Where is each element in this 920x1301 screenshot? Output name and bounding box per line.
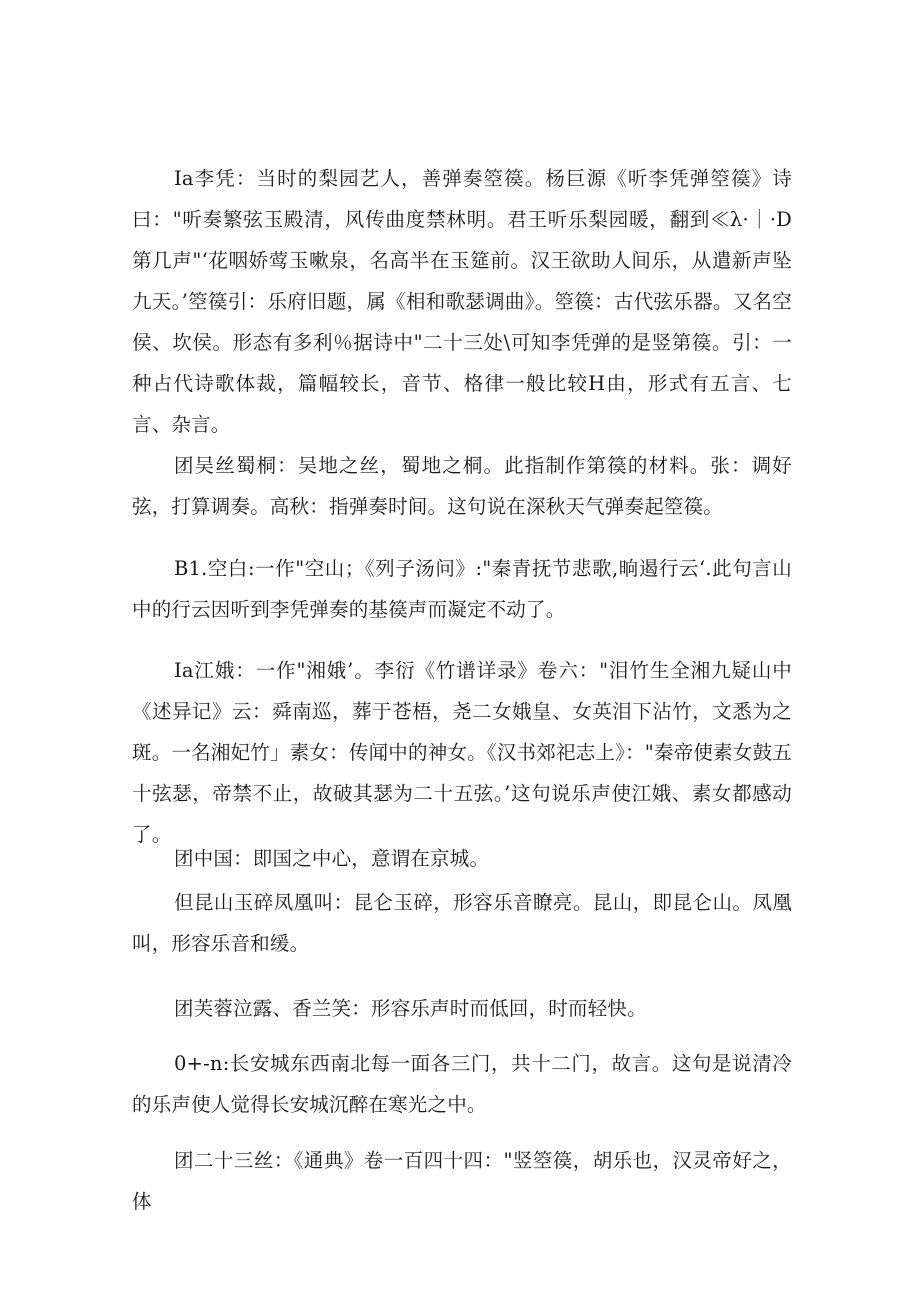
- annotation-paragraph-fu-rong: 团芙蓉泣露、香兰笑：形容乐声时而低回，时而轻快。: [174, 997, 647, 1020]
- annotation-paragraph-er-shi-san-si: 团二十三丝：《通典》卷一百四十四："竖箜篌，胡乐也，汉灵帝好之，体: [132, 1149, 792, 1213]
- annotation-paragraph-shi-er-men: 0+-n:长安城东西南北每一面各三门，共十二门，故言。这句是说清冷的乐声使人觉得长安城沉醉在寒光之中。: [132, 1052, 792, 1116]
- annotation-paragraph-kong-bai: B1.空白:一作"空山；《列子汤问》:"秦青抚节悲歌,晌遏行云‘.此句言山中的行云因听到李凭弹奏的基篌声而凝定不动了。: [132, 557, 792, 621]
- annotation-paragraph-wu-si-shu-tong: 团吴丝蜀桐：吴地之丝，蜀地之桐。此指制作第篌的材料。张：调好弦，打算调奏。高秋：指弹奏时间。这句说在深秋天气弹奏起箜篌。: [132, 454, 792, 518]
- annotation-paragraph-kun-shan: 但昆山玉碎凤凰叫：昆仑玉碎，形容乐音瞭亮。昆山，即昆仑山。凤凰叫，形容乐音和缓。: [132, 891, 792, 955]
- annotation-paragraph-zhong-guo: 团中国：即国之中心，意谓在京城。: [174, 847, 490, 870]
- annotation-paragraph-jiang-e: Ia江娥：一作"湘娥’。李衍《竹谱详录》卷六："泪竹生全湘九疑山中《述异记》云：舜南巡，葬于苍梧，尧二女娥皇、女英泪下沾竹，文悉为之斑。一名湘妃竹」素女：传闻中的神女。《汉书郊祀志上》："秦帝使素女鼓五十弦瑟，帝禁不止，故破其瑟为二十五弦。’这句说乐声使江娥、素女都感动了。: [132, 659, 792, 846]
- annotation-paragraph-li-ping: Ia李凭：当时的梨园艺人，善弹奏箜篌。杨巨源《听李凭弹箜篌》诗曰："听奏繁弦玉殿清，风传曲度禁林明。君王听乐梨园暖，翻到≪λ·｜·D第几声"‘花咽娇莺玉嗽泉，名高半在玉筵前。汉王欲助人间乐，从遣新声坠九天。’箜篌引：乐府旧题，属《相和歌瑟调曲》。箜篌：古代弦乐器。又名空侯、坎侯。形态有多利％据诗中"二十三处\可知李凭弹的是竖第篌。引：一种占代诗歌体裁，篇幅较长，音节、格律一般比较H由，形式有五言、七言、杂言。: [132, 167, 792, 436]
